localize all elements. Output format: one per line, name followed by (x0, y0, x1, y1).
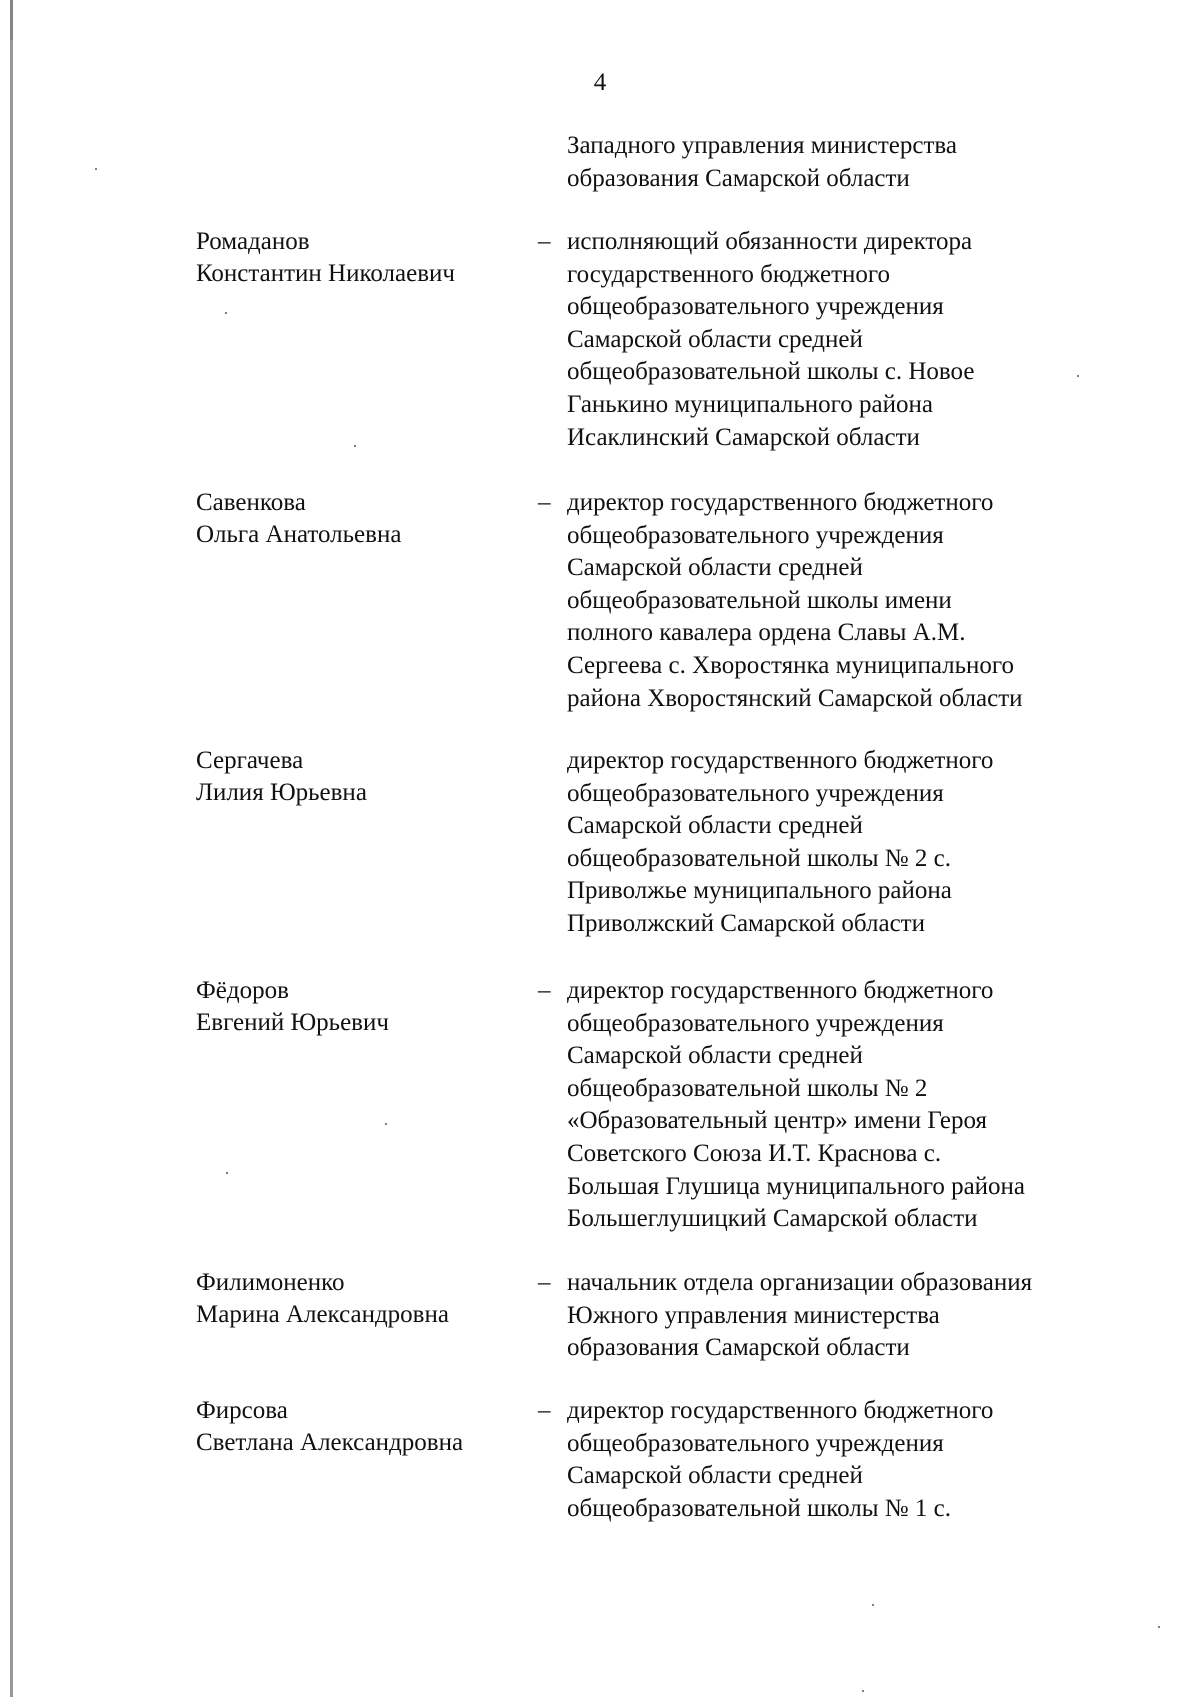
scan-speck (1158, 1626, 1160, 1628)
position-line: образования Самарской области (567, 164, 910, 192)
position-line: Южного управления министерства (567, 1301, 940, 1329)
position-line: Ганькино муниципального района (567, 390, 933, 418)
position-line: Самарской области средней (567, 325, 863, 353)
page-number: 4 (593, 69, 607, 96)
member-given-names: Ольга Анатольевна (196, 521, 402, 548)
position-line: общеобразовательной школы № 2 (567, 1074, 928, 1102)
member-surname: Фирсова (196, 1397, 288, 1424)
position-line: Исаклинский Самарской области (567, 423, 920, 451)
position-line: исполняющий обязанности директора (567, 228, 973, 255)
position-line: общеобразовательной школы с. Новое (567, 358, 975, 386)
scan-speck (872, 1604, 874, 1606)
member-surname: Филимоненко (196, 1269, 345, 1296)
position-line: общеобразовательного учреждения (567, 521, 944, 549)
member-name (196, 745, 536, 809)
member-surname: Фёдоров (196, 977, 289, 1004)
position-line: Самарской области средней (567, 1042, 863, 1070)
position-line: Большеглушицкий Самарской области (567, 1205, 978, 1233)
position-line: Советского Союза И.Т. Краснова с. (567, 1139, 942, 1167)
scan-speck (354, 445, 356, 447)
position-line: начальник отдела организации образования (567, 1269, 1033, 1296)
scan-speck (225, 312, 227, 314)
position-line: государственного бюджетного (567, 260, 890, 288)
scan-speck (862, 1690, 864, 1692)
entry-dash: – (538, 1269, 551, 1296)
member-given-names: Марина Александровна (196, 1301, 449, 1328)
entry-dash: – (538, 1397, 551, 1424)
position-line: директор государственного бюджетного (567, 747, 994, 774)
position-line: «Образовательный центр» имени Героя (567, 1107, 988, 1135)
position-line: общеобразовательной школы имени (567, 586, 952, 614)
member-name (196, 975, 536, 1039)
position-line: Сергеева с. Хворостянка муниципального (567, 651, 1015, 679)
member-name (196, 226, 536, 290)
member-given-names: Евгений Юрьевич (196, 1009, 389, 1036)
position-line: общеобразовательного учреждения (567, 1009, 944, 1037)
position-line: Самарской области средней (567, 812, 863, 840)
position-line: общеобразовательного учреждения (567, 1429, 944, 1457)
scan-speck (226, 1172, 228, 1174)
entry-dash: – (538, 489, 551, 516)
position-line: Самарской области средней (567, 554, 863, 582)
member-position (567, 226, 1127, 454)
position-line: общеобразовательной школы № 2 с. (567, 844, 951, 872)
member-position (567, 975, 1127, 1236)
position-line: директор государственного бюджетного (567, 977, 994, 1004)
position-line: общеобразовательной школы № 1 с. (567, 1494, 951, 1522)
position-line: полного кавалера ордена Славы А.М. (567, 619, 966, 647)
member-surname: Савенкова (196, 489, 306, 516)
position-line: Западного управления министерства (567, 132, 957, 159)
member-position (567, 487, 1127, 715)
position-line: Самарской области средней (567, 1462, 863, 1490)
member-name (196, 487, 536, 551)
continued-position-text (567, 130, 1127, 195)
position-line: района Хворостянский Самарской области (567, 684, 1023, 712)
member-position (567, 1395, 1127, 1525)
member-name (196, 1395, 536, 1459)
position-line: Приволжье муниципального района (567, 877, 952, 905)
position-line: директор государственного бюджетного (567, 1397, 994, 1424)
member-surname: Сергачева (196, 747, 304, 774)
entry-dash: – (538, 977, 551, 1004)
scan-speck (95, 168, 97, 170)
scan-speck (385, 1123, 387, 1125)
member-given-names: Светлана Александровна (196, 1429, 464, 1456)
member-given-names: Константин Николаевич (196, 260, 455, 287)
scan-speck (1077, 375, 1079, 377)
entry-dash: – (538, 228, 551, 255)
position-line: Большая Глушица муниципального района (567, 1172, 1026, 1200)
member-surname: Ромаданов (196, 228, 310, 255)
position-line: общеобразовательного учреждения (567, 293, 944, 321)
position-line: общеобразовательного учреждения (567, 779, 944, 807)
member-position (567, 745, 1127, 941)
scan-edge-mark (10, 0, 13, 1697)
position-line: Приволжский Самарской области (567, 909, 925, 937)
member-name (196, 1267, 536, 1331)
position-line: образования Самарской области (567, 1334, 910, 1362)
position-line: директор государственного бюджетного (567, 489, 994, 516)
member-given-names: Лилия Юрьевна (196, 779, 367, 806)
member-position (567, 1267, 1127, 1365)
